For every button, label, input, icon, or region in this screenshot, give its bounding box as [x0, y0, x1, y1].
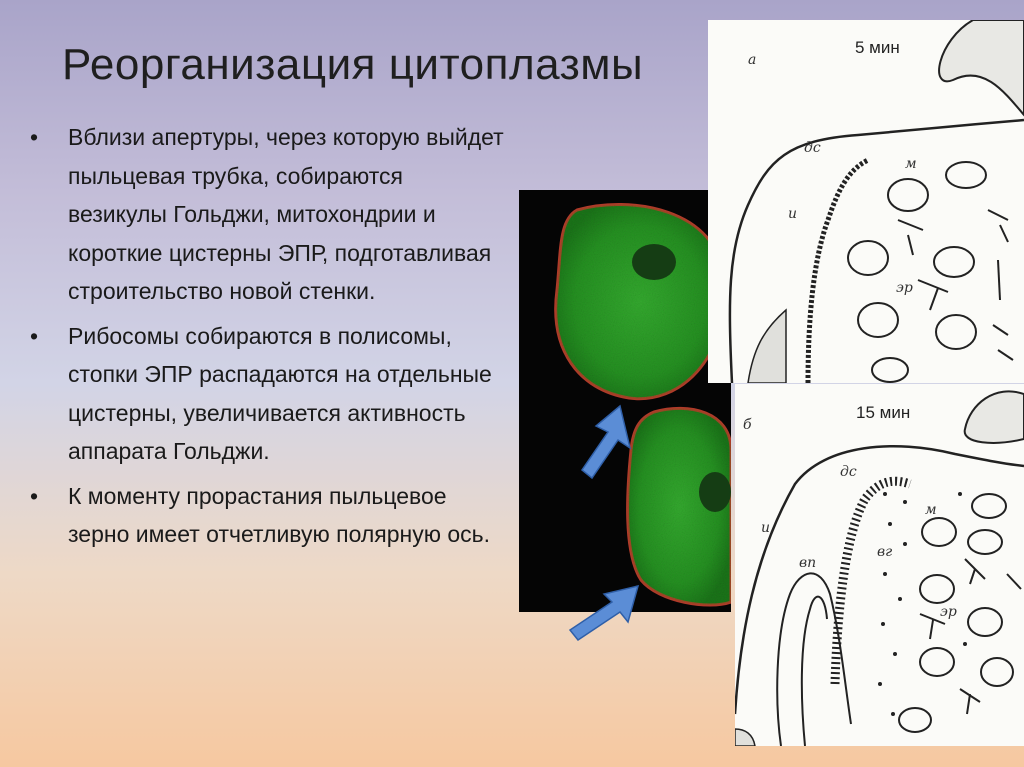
- diagram-label: дс: [804, 140, 821, 156]
- diagram-label: м: [905, 156, 917, 172]
- bullet-dot: •: [30, 482, 39, 509]
- bullet-list: [28, 118, 508, 560]
- diagram-label: и: [761, 520, 771, 536]
- diagram-label: эр: [940, 604, 957, 620]
- cell-diagram-15min: [735, 384, 1024, 746]
- diagram-label: вг: [877, 544, 893, 560]
- diagram-label: б: [743, 417, 752, 433]
- diagram-label: а: [748, 52, 757, 68]
- bullet-dot: •: [30, 124, 39, 150]
- arrow-icon: [578, 402, 634, 482]
- diagram-label: эр: [896, 280, 913, 296]
- cell-diagram-5min: [708, 20, 1024, 383]
- arrow-icon: [564, 582, 644, 642]
- slide-title: Реорганизация цитоплазмы: [62, 40, 644, 89]
- bullet-dot: •: [30, 322, 39, 349]
- bullet-text: Рибосомы собираются в полисомы, стопки ЭПР распадаются на отдельные цистерны, увеличивается активность аппарата Гольджи.: [68, 322, 492, 464]
- diagram-label: дс: [840, 464, 857, 480]
- diagram-label: и: [788, 206, 798, 222]
- diagram-label: вп: [799, 555, 817, 571]
- bullet-item: [28, 118, 508, 311]
- bullet-text: Вблизи апертуры, через которую выйдет пыльцевая трубка, собираются везикулы Гольджи, митохондрии и короткие цистерны ЭПР, подготавливая строительство новой стенки.: [68, 124, 504, 304]
- time-label: 15 мин: [856, 403, 911, 422]
- bullet-item: [28, 477, 508, 554]
- micrograph-image: [519, 190, 731, 612]
- time-label: 5 мин: [855, 38, 900, 57]
- bullet-text: К моменту прорастания пыльцевое зерно имеет отчетливую полярную ось.: [68, 482, 491, 547]
- diagram-label: м: [925, 502, 937, 518]
- bullet-item: [28, 317, 508, 471]
